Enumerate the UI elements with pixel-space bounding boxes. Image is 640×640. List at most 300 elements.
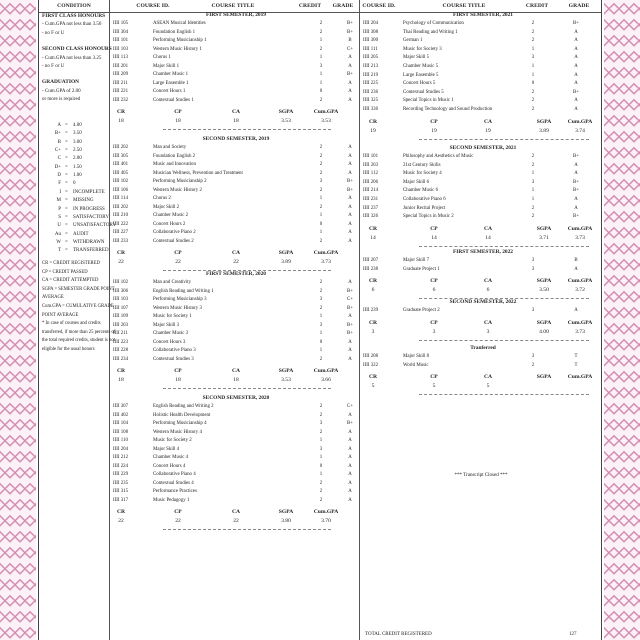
- course-credit: 3: [319, 322, 323, 328]
- grade-scale-code: M: [56, 198, 61, 204]
- course-grade: A: [348, 238, 352, 244]
- summary-label-sgpa: SGPA: [536, 278, 552, 285]
- grade-scale-eq: =: [65, 164, 68, 170]
- course-row: [361, 155, 605, 162]
- course-id: IIII 202: [113, 204, 129, 210]
- semester-summary-values: [361, 288, 605, 296]
- course-id: IIII 236: [363, 89, 379, 95]
- course-title: World Music: [403, 362, 429, 368]
- course-title: Thai Reading and Writing 1: [403, 29, 458, 35]
- summary-label-ca: CA: [231, 368, 241, 374]
- grade-scale-code: A: [57, 123, 61, 128]
- course-title: Man and Creativity: [153, 280, 192, 285]
- summary-dash-line: [419, 340, 589, 341]
- course-credit: 3: [319, 179, 323, 184]
- course-row: [361, 48, 605, 55]
- course-row: [361, 65, 605, 72]
- course-id: IIII 238: [363, 266, 379, 272]
- grade-scale-code: B: [57, 139, 61, 145]
- summary-label-cp: CP: [174, 109, 182, 115]
- course-row: [111, 146, 361, 153]
- summary-label-cr: CR: [368, 374, 378, 381]
- course-grade: A: [348, 429, 352, 435]
- grade-scale-code: C: [57, 156, 61, 162]
- summary-value-cr: 22: [118, 259, 124, 265]
- course-credit: 2: [531, 89, 535, 95]
- course-title: Chorus 1: [153, 55, 171, 60]
- course-id: IIII 402: [113, 412, 129, 418]
- course-credit: 1: [319, 55, 323, 60]
- grade-scale-eq: =: [65, 214, 68, 220]
- course-row: [111, 456, 361, 463]
- course-grade: A: [348, 280, 352, 285]
- summary-value-sgpa: 3.50: [539, 287, 549, 294]
- course-title: Music Pedagogy 1: [153, 497, 190, 503]
- course-id: IIII 228: [113, 348, 129, 353]
- legend-line: SECOND CLASS HONOURS: [42, 46, 112, 53]
- course-credit: 2: [319, 145, 323, 150]
- summary-label-cp: CP: [430, 319, 438, 326]
- course-grade: A: [574, 171, 578, 177]
- course-id: IIII 405: [113, 170, 129, 176]
- grade-scale-eq: =: [65, 173, 68, 179]
- semester-title: SECOND SEMESTER, 2020: [202, 395, 270, 401]
- course-credit: 2: [531, 38, 535, 44]
- grade-scale-code: W: [56, 239, 61, 245]
- course-credit: 3: [531, 308, 535, 313]
- summary-value-cp: 19: [431, 127, 437, 134]
- course-grade: C+: [346, 297, 354, 302]
- course-grade: A: [348, 463, 352, 469]
- summary-label-cumgpa: Cum.GPA: [567, 278, 593, 285]
- course-row: [111, 82, 361, 89]
- summary-label-sgpa: SGPA: [536, 374, 552, 381]
- summary-value-cr: 22: [118, 518, 124, 524]
- grade-scale-desc: IN PROGRESS: [73, 206, 105, 212]
- course-grade: A: [348, 497, 352, 503]
- grade-scale-desc: 3.00: [73, 139, 82, 145]
- course-credit: 2: [531, 162, 535, 168]
- course-credit: 2: [319, 153, 323, 159]
- course-row: [111, 414, 361, 421]
- summary-label-sgpa: SGPA: [278, 250, 294, 256]
- course-id: IIII 201: [113, 63, 129, 69]
- course-credit: 2: [531, 214, 535, 220]
- grade-scale-eq: =: [65, 131, 68, 137]
- course-grade: A: [348, 97, 352, 103]
- summary-value-cr: 19: [370, 127, 376, 134]
- course-row: [361, 91, 605, 98]
- course-row: [361, 74, 605, 81]
- semester-summary-labels: [111, 510, 361, 518]
- summary-value-cr: 6: [371, 287, 375, 294]
- course-id: IIII 207: [363, 258, 379, 263]
- course-credit: 2: [319, 480, 323, 486]
- transcript-sheet: [38, 0, 602, 640]
- course-credit: 1: [319, 438, 323, 443]
- course-title: German 1: [403, 38, 423, 44]
- course-title: Concert Hours 4: [153, 463, 186, 469]
- course-row: [111, 65, 361, 72]
- course-title: Major Skill 2: [153, 204, 180, 210]
- course-row: [111, 290, 361, 297]
- course-id: IIII 106: [113, 187, 129, 193]
- course-title: Chamber Music 5: [403, 64, 439, 69]
- course-title: Western Music History 1: [153, 46, 202, 52]
- course-id: IIII 325: [363, 98, 379, 104]
- course-id: IIII 221: [113, 89, 129, 94]
- course-grade: B+: [346, 72, 354, 77]
- course-credit: 1: [319, 455, 323, 460]
- summary-label-cp: CP: [430, 225, 438, 232]
- legend-line: GRADUATION: [42, 79, 80, 86]
- summary-label-ca: CA: [483, 225, 493, 232]
- course-id: IIII 232: [113, 97, 129, 103]
- summary-value-sgpa: 3.53: [281, 118, 291, 124]
- summary-value-sgpa: 3.89: [281, 259, 291, 265]
- course-title: Performing Musicianship 3: [153, 297, 207, 302]
- course-id: IIII 204: [363, 21, 379, 26]
- course-id: IIII 101: [113, 38, 129, 43]
- course-row: [111, 307, 361, 314]
- course-id: IIII 105: [113, 21, 129, 26]
- grade-scale-desc: 0: [73, 181, 76, 187]
- course-grade: A: [348, 80, 352, 86]
- course-id: IIII 206: [363, 179, 379, 185]
- course-title: Collaborative Piano 4: [153, 472, 196, 477]
- course-credit: 1: [531, 72, 535, 78]
- total-credit-label: TOTAL CREDIT REGISTERED: [365, 632, 432, 637]
- semester-summary-values: [361, 330, 605, 338]
- summary-value-cr: 18: [118, 118, 124, 124]
- course-title: Chamber Music 1: [153, 72, 189, 77]
- summary-value-cumgpa: 3.53: [321, 118, 331, 124]
- grade-scale-eq: =: [65, 231, 68, 237]
- course-grade: T: [574, 362, 578, 368]
- course-grade: A: [348, 412, 352, 418]
- course-title: Musician Wellness, Prevention and Treatment: [153, 170, 243, 176]
- course-grade: T: [574, 354, 578, 359]
- course-credit: 2: [319, 356, 323, 362]
- summary-label-cp: CP: [174, 509, 182, 515]
- semester-summary-labels: [361, 375, 605, 383]
- course-row: [361, 207, 605, 214]
- semester-title: FIRST SEMESTER, 2020: [206, 271, 266, 277]
- course-id: IIII 204: [113, 446, 129, 452]
- course-grade: A: [348, 356, 352, 362]
- course-id: IIII 231: [363, 197, 379, 202]
- course-credit: 2: [319, 238, 323, 244]
- course-row: [111, 90, 361, 97]
- summary-label-cr: CR: [116, 250, 126, 256]
- course-credit: 3: [319, 421, 323, 426]
- course-title: Major Skill 4: [153, 446, 180, 452]
- summary-value-cp: 3: [432, 328, 436, 335]
- divider-condition: [109, 0, 110, 640]
- summary-value-cumgpa: 3.73: [575, 234, 585, 241]
- course-grade: A: [348, 314, 352, 319]
- summary-dash-line: [419, 394, 589, 395]
- course-id: IIII 213: [363, 64, 379, 69]
- course-row: [111, 73, 361, 80]
- summary-value-cp: 5: [432, 383, 436, 390]
- course-id: IIII 114: [113, 196, 128, 201]
- course-grade: A: [348, 339, 352, 345]
- grade-scale-desc: 1.00: [73, 173, 82, 179]
- course-id: IIII 107: [113, 305, 129, 311]
- semester-summary-labels: [111, 251, 361, 259]
- course-title: Western Music History 3: [153, 305, 202, 311]
- course-title: Contextual Studies 3: [153, 356, 194, 362]
- grade-scale-eq: =: [65, 148, 68, 154]
- total-credit-value: 127: [569, 632, 577, 637]
- course-row: [361, 172, 605, 179]
- course-credit: 0: [319, 89, 323, 94]
- course-grade: B+: [572, 89, 580, 95]
- course-row: [111, 448, 361, 455]
- course-credit: 2: [531, 362, 535, 368]
- grade-scale-desc: 2.00: [73, 156, 82, 162]
- summary-value-cumgpa: 3.72: [575, 287, 585, 294]
- course-grade: A: [574, 197, 578, 202]
- course-title: Special Topics in Music 2: [403, 214, 454, 220]
- course-grade: C+: [346, 404, 354, 409]
- header-condition: CONDITION: [57, 3, 91, 9]
- course-id: IIII 234: [113, 356, 129, 362]
- course-title: Major Skill 6: [403, 179, 430, 185]
- course-credit: 2: [319, 412, 323, 418]
- semester-title: SECOND SEMESTER, 2019: [202, 136, 270, 142]
- course-grade: A: [348, 455, 352, 460]
- semester-summary-values: [111, 119, 361, 127]
- course-grade: A: [574, 72, 578, 78]
- grade-scale-desc: INCOMPLETE: [73, 189, 105, 195]
- course-id: IIII 203: [113, 322, 129, 328]
- course-row: [361, 39, 605, 46]
- abbreviation-line: AVERAGE: [42, 295, 64, 301]
- course-credit: 3: [319, 63, 323, 69]
- summary-value-cumgpa: 3.70: [321, 518, 331, 524]
- course-title: Performing Musicianship 2: [153, 179, 207, 184]
- legend-line: - no F or U: [42, 30, 65, 36]
- summary-value-cr: 18: [118, 377, 124, 383]
- course-row: [111, 48, 361, 55]
- summary-value-ca: 22: [233, 518, 239, 524]
- course-id: IIII 304: [113, 29, 129, 35]
- summary-value-ca: 14: [485, 234, 491, 241]
- course-id: IIII 401: [113, 162, 129, 167]
- semester-summary-values: [361, 236, 605, 244]
- grade-scale-desc: AUDIT: [73, 231, 89, 237]
- grade-scale-code: P: [58, 206, 61, 212]
- summary-label-ca: CA: [483, 118, 493, 125]
- grade-scale-code: T: [57, 248, 61, 254]
- course-row: [111, 214, 361, 221]
- course-title: Concert Hours 5: [403, 81, 436, 87]
- course-row: [111, 99, 361, 106]
- transcript-closed-note: *** Transcript Closed ***: [454, 473, 508, 478]
- course-title: Collaborative Piano 2: [153, 230, 196, 235]
- course-id: IIII 101: [363, 154, 379, 159]
- course-id: IIII 336: [363, 107, 379, 112]
- grade-scale-eq: =: [65, 139, 68, 145]
- course-grade: B+: [572, 188, 580, 194]
- semester-title: SECOND SEMESTER, 2021: [449, 145, 517, 151]
- course-grade: B+: [572, 154, 580, 159]
- header-course-id: COURSE ID.: [136, 3, 170, 9]
- course-grade: C+: [346, 46, 354, 52]
- summary-label-cr: CR: [116, 109, 126, 115]
- course-grade: A: [574, 162, 578, 168]
- course-row: [361, 189, 605, 196]
- summary-value-ca: 5: [486, 383, 490, 390]
- course-id: IIII 326: [363, 214, 379, 220]
- course-id: IIII 109: [113, 314, 129, 319]
- header-course-title-2: COURSE TITLE: [442, 3, 486, 9]
- course-id: IIII 227: [113, 230, 129, 235]
- course-title: 21st Century Skills: [403, 162, 441, 168]
- summary-value-cumgpa: 3.73: [321, 259, 331, 265]
- summary-label-cumgpa: Cum.GPA: [567, 374, 593, 381]
- course-title: Western Music History 2: [153, 187, 202, 193]
- course-credit: 1: [531, 171, 535, 177]
- course-row: [111, 56, 361, 63]
- course-id: IIII 322: [363, 362, 379, 368]
- grade-scale-code: U: [57, 223, 61, 229]
- course-title: Junior Recital Project: [403, 205, 446, 211]
- summary-value-ca: 18: [233, 118, 239, 124]
- course-row: [361, 309, 605, 316]
- course-grade: A: [348, 221, 352, 227]
- grade-scale-eq: =: [65, 206, 68, 212]
- course-row: [361, 181, 605, 188]
- course-row: [361, 99, 605, 106]
- course-title: Foundation English 2: [153, 153, 196, 159]
- semester-summary-labels: [111, 110, 361, 118]
- course-title: Chorus 2: [153, 196, 171, 201]
- course-title: Collaborative Piano 3: [153, 348, 196, 353]
- course-grade: A: [348, 145, 352, 150]
- course-id: IIII 103: [113, 46, 129, 52]
- summary-value-cp: 6: [432, 287, 436, 294]
- course-grade: A: [574, 29, 578, 35]
- summary-label-cp: CP: [174, 250, 182, 256]
- summary-value-ca: 6: [486, 287, 490, 294]
- course-grade: B+: [346, 29, 354, 35]
- semester-summary-labels: [111, 369, 361, 377]
- course-credit: 3: [531, 266, 535, 272]
- course-row: [361, 355, 605, 362]
- course-id: IIII 308: [363, 29, 379, 35]
- course-row: [361, 259, 605, 266]
- course-grade: B+: [346, 288, 354, 294]
- course-id: IIII 315: [113, 489, 129, 494]
- course-id: IIII 305: [113, 153, 129, 159]
- header-credit-2: CREDIT: [525, 3, 549, 9]
- course-credit: 0: [319, 463, 323, 469]
- course-grade: A: [574, 107, 578, 112]
- course-row: [111, 39, 361, 46]
- course-title: Music for Society 4: [403, 171, 442, 177]
- course-row: [361, 22, 605, 29]
- semester-summary-values: [361, 129, 605, 137]
- course-id: IIII 104: [113, 421, 129, 426]
- summary-label-cp: CP: [430, 374, 438, 381]
- summary-value-cp: 18: [175, 377, 181, 383]
- legend-line: - Cum.GPA not less than 3.25: [42, 55, 102, 61]
- legend-line: - no F or U: [42, 63, 65, 69]
- summary-label-cumgpa: Cum.GPA: [313, 109, 339, 115]
- summary-value-ca: 22: [233, 259, 239, 265]
- course-credit: 1: [319, 472, 323, 477]
- course-title: ASEAN Musical Identities: [153, 21, 206, 26]
- course-title: Holistic Health Development: [153, 412, 211, 418]
- course-id: IIII 224: [113, 463, 129, 469]
- course-credit: 2: [319, 288, 323, 294]
- course-id: IIII 209: [113, 72, 129, 77]
- course-credit: 2: [319, 497, 323, 503]
- course-grade: A: [574, 38, 578, 44]
- course-credit: 3: [531, 179, 535, 185]
- abbreviation-line: transferred, if more than 25 percents of: [42, 329, 116, 335]
- summary-label-ca: CA: [483, 319, 493, 326]
- course-row: [111, 332, 361, 339]
- course-row: [111, 206, 361, 213]
- course-title: Collaborative Piano 6: [403, 197, 446, 202]
- abbreviation-line: CP = CREDIT PASSED: [42, 269, 88, 275]
- summary-label-cumgpa: Cum.GPA: [567, 118, 593, 125]
- course-credit: 1: [319, 314, 323, 319]
- course-row: [111, 341, 361, 348]
- course-credit: 1: [319, 196, 323, 201]
- grade-scale-code: F: [58, 181, 61, 187]
- semester-title: SECOND SEMESTER, 2022: [449, 299, 517, 305]
- abbreviation-line: CA = CREDIT ATTEMPTED: [42, 278, 99, 284]
- course-id: IIII 229: [113, 472, 129, 477]
- course-grade: B+: [346, 187, 354, 193]
- course-credit: 1: [319, 38, 323, 43]
- course-id: IIII 223: [113, 339, 129, 345]
- course-grade: B+: [346, 21, 354, 26]
- grade-scale-eq: =: [65, 239, 68, 245]
- semester-summary-labels: [361, 120, 605, 128]
- summary-label-cumgpa: Cum.GPA: [313, 250, 339, 256]
- summary-label-sgpa: SGPA: [536, 118, 552, 125]
- course-row: [361, 215, 605, 222]
- course-credit: 2: [531, 98, 535, 104]
- course-id: IIII 317: [113, 497, 129, 503]
- course-row: [111, 324, 361, 331]
- course-id: IIII 205: [363, 55, 379, 61]
- grade-scale-desc: UNSATISFACTORY: [73, 223, 117, 229]
- course-credit: 3: [531, 354, 535, 359]
- course-grade: A: [574, 55, 578, 61]
- course-title: Concert Hours 3: [153, 339, 186, 345]
- course-grade: A: [574, 64, 578, 69]
- legend-line: or more is required: [42, 97, 81, 102]
- grade-scale-code: B+: [54, 131, 61, 137]
- abbreviation-line: CR = CREDIT REGISTERED: [42, 261, 100, 266]
- course-row: [111, 22, 361, 29]
- course-grade: A: [348, 162, 352, 167]
- semester-summary-values: [111, 378, 361, 386]
- course-row: [111, 405, 361, 412]
- course-id: IIII 237: [363, 205, 379, 211]
- summary-value-cp: 22: [175, 518, 181, 524]
- summary-value-ca: 19: [485, 127, 491, 134]
- header-credit: CREDIT: [298, 3, 322, 9]
- course-credit: 1: [531, 197, 535, 202]
